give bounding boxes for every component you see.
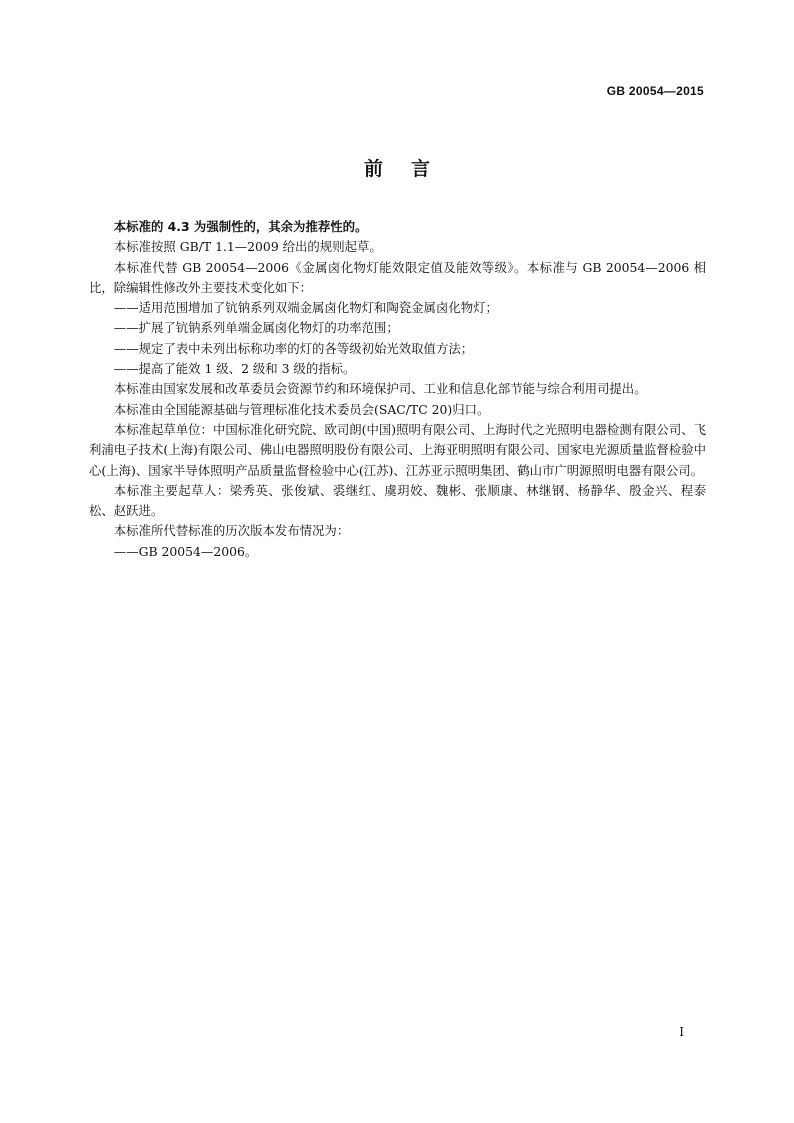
- page-number: I: [679, 1025, 684, 1039]
- paragraph-replaces: 本标准代替 GB 20054—2006《金属卤化物灯能效限定值及能效等级》。本标准与 GB 20054—2006 相比，除编辑性修改外主要技术变化如下：: [89, 259, 706, 295]
- standard-code: GB 20054—2015: [606, 84, 704, 98]
- paragraph-proposed-by: 本标准由国家发展和改革委员会资源节约和环境保护司、工业和信息化部节能与综合利用司提出。: [113, 381, 647, 397]
- paragraph-drafting-units: 本标准起草单位：中国标准化研究院、欧司朗(中国)照明有限公司、上海时代之光照明电器检测有限公司、飞利浦电子技术(上海)有限公司、佛山电器照明股份有限公司、上海亚明照明有限公司、国家电光源质量监督检验中心(上海)、国家半导体照明产品质量监督检验中心(江苏)、江苏亚示照明集团、鹤山市广明源照明电器有限公司。: [89, 421, 706, 478]
- page-title: 前言: [363, 158, 458, 180]
- foreword-body: [89, 217, 706, 562]
- list-item-change-scope: ——适用范围增加了钪钠系列双端金属卤化物灯和陶瓷金属卤化物灯；: [113, 300, 498, 316]
- paragraph-previous-editions: 本标准所代替标准的历次版本发布情况为：: [113, 523, 350, 539]
- paragraph-drafting-rules: 本标准按照 GB/T 1.1—2009 给出的规则起草。: [113, 239, 382, 255]
- list-item-change-power-range: ——扩展了钪钠系列单端金属卤化物灯的功率范围；: [113, 320, 399, 336]
- paragraph-centralized-by: 本标准由全国能源基础与管理标准化技术委员会(SAC/TC 20)归口。: [113, 401, 490, 417]
- list-item-previous-edition: ——GB 20054—2006。: [113, 543, 258, 559]
- list-item-change-grade-indices: ——提高了能效 1 级、2 级和 3 级的指标。: [113, 361, 356, 377]
- paragraph-mandatory-clause: 本标准的 4.3 为强制性的，其余为推荐性的。: [113, 219, 368, 234]
- paragraph-drafters: 本标准主要起草人：梁秀英、张俊斌、裘继红、虞玥姣、魏彬、张顺康、林继钢、杨静华、殷金兴、程泰松、赵跃进。: [89, 482, 706, 519]
- list-item-change-efficacy-method: ——规定了表中未列出标称功率的灯的各等级初始光效取值方法；: [113, 340, 474, 356]
